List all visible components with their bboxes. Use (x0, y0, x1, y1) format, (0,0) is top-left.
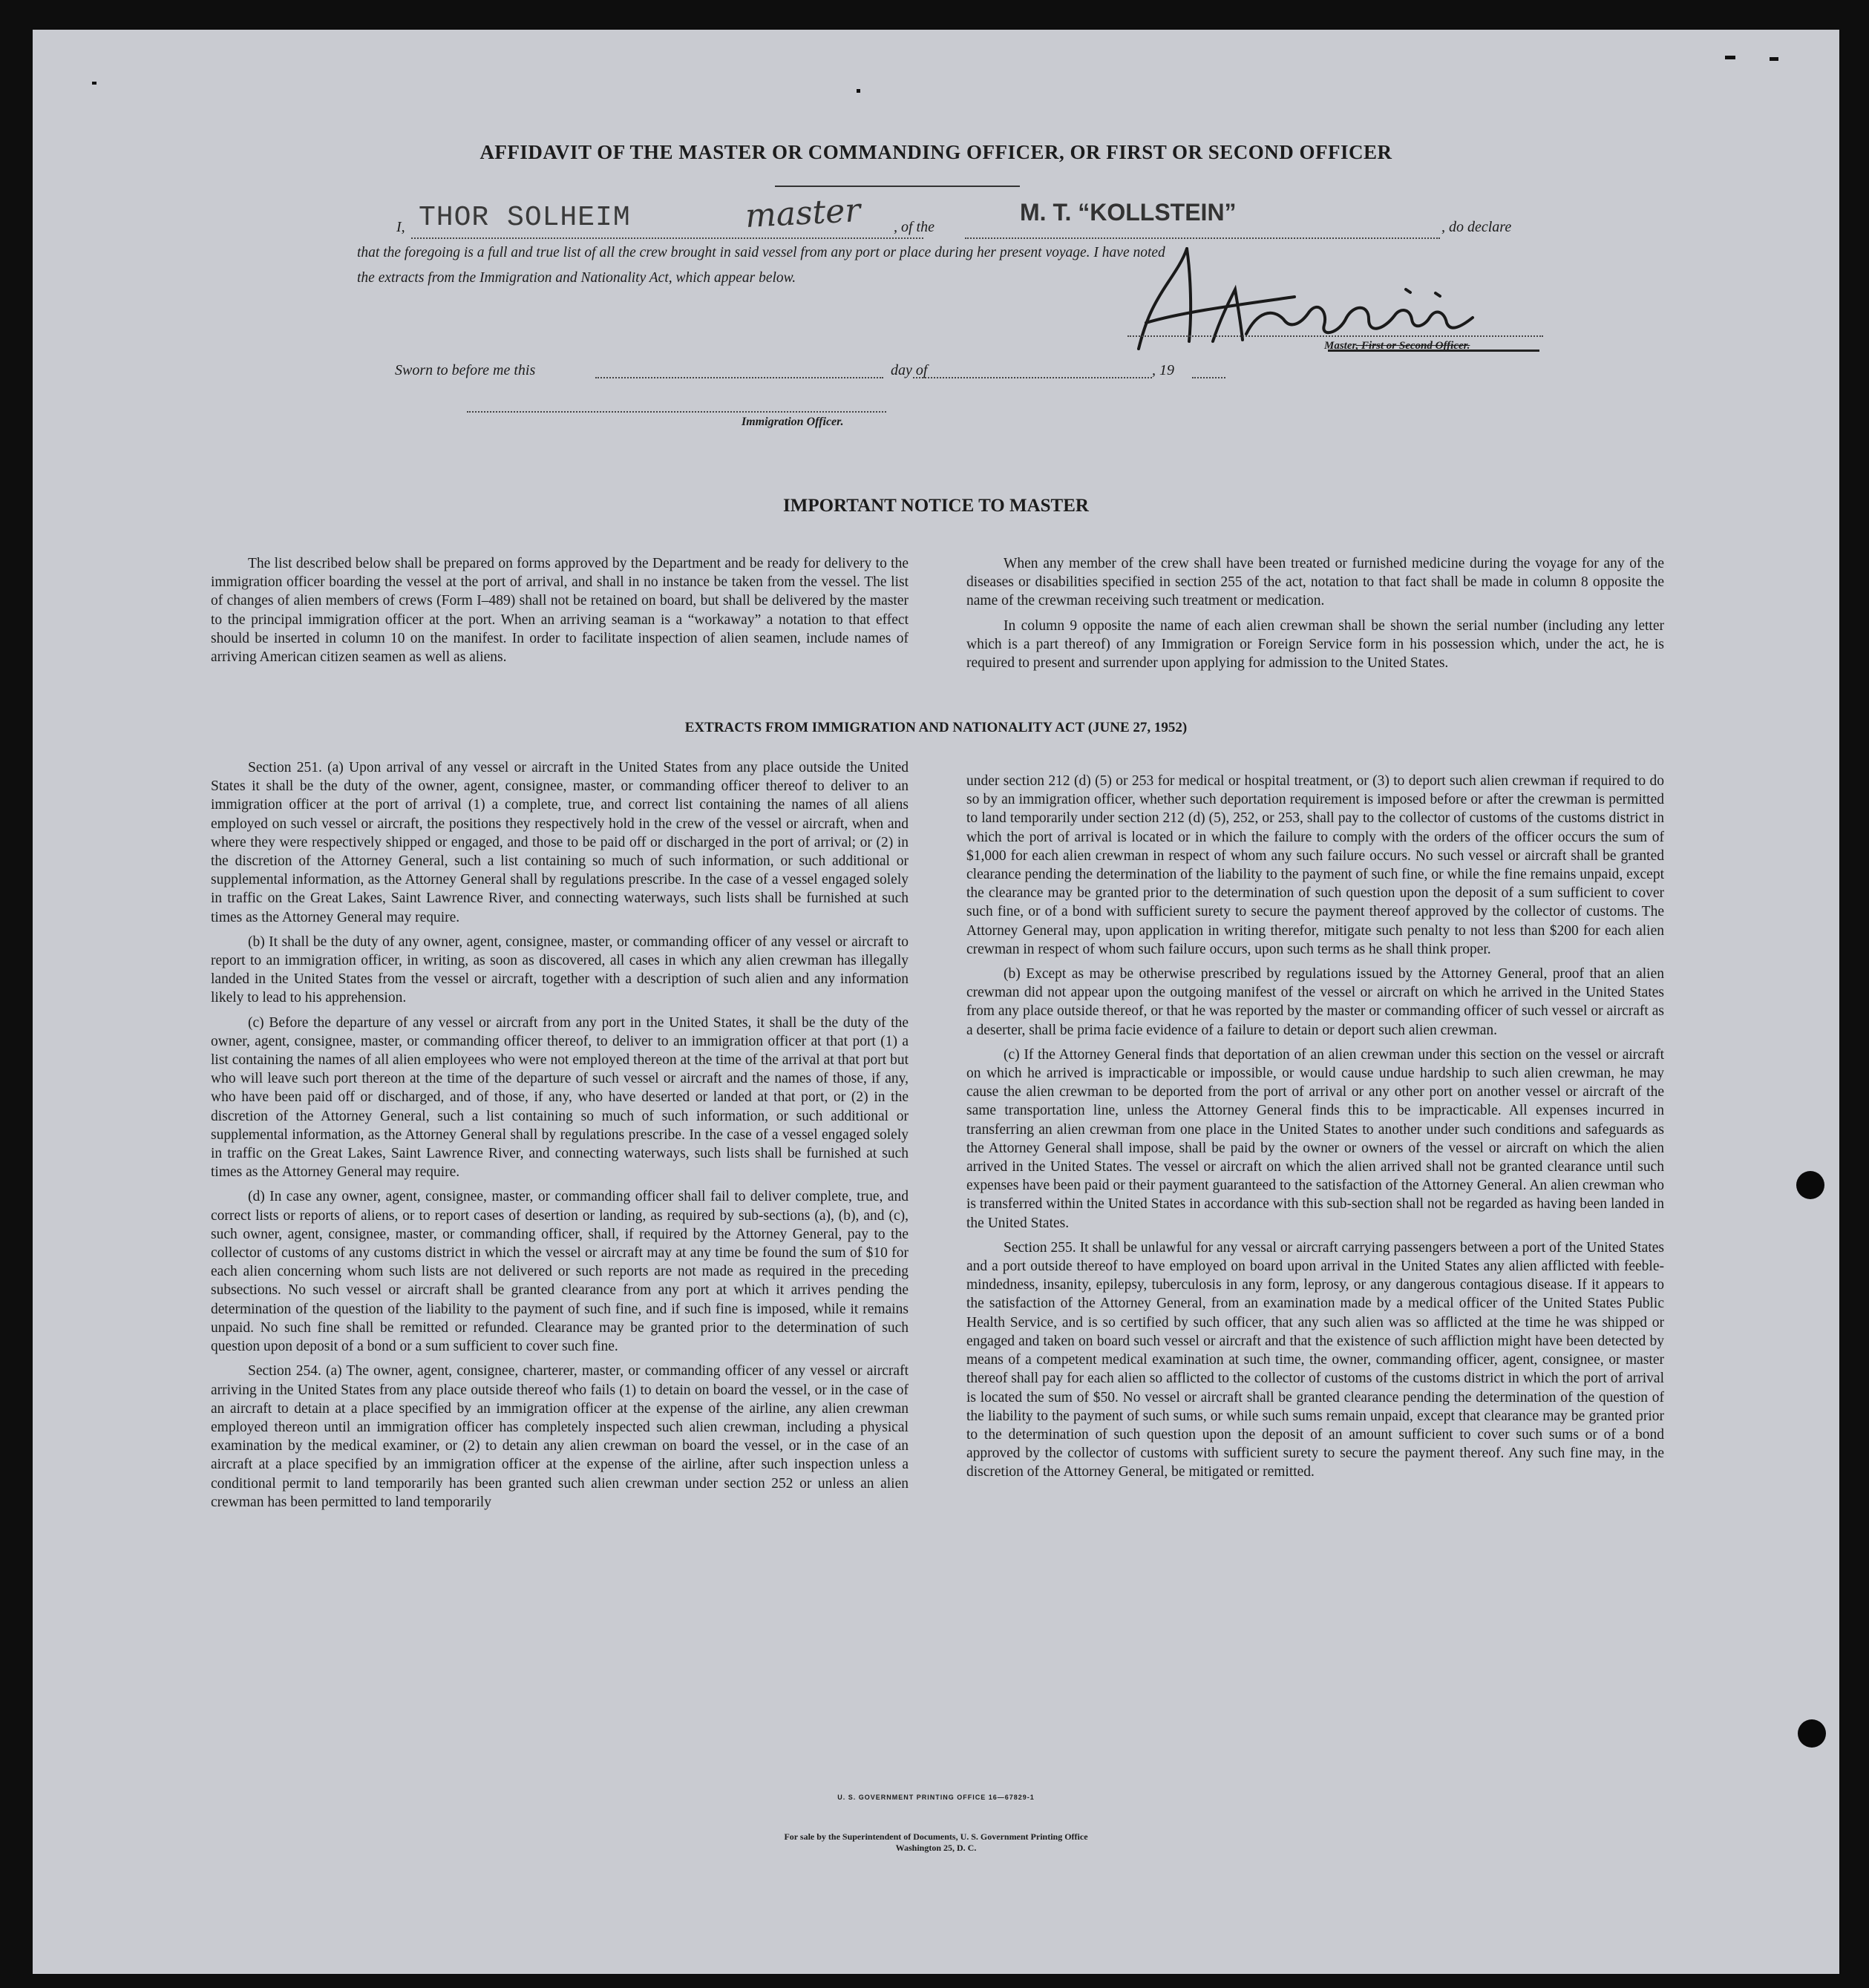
extracts-right-column (966, 772, 1664, 1488)
sale-line-1: For sale by the Superintendent of Documents, U. S. Government Printing Office (784, 1831, 1088, 1842)
day-of-label: day of (891, 362, 928, 378)
notice-right-paragraph-1: When any member of the crew shall have been treated or furnished medicine during the voyage for any of the diseases or disabilities specified in section 255 of the act, notation to that fact shall be made in column 8 opposite the name of the crewman receiving such treatment or medication. (966, 556, 1664, 609)
document-page (33, 30, 1839, 1974)
month-line (913, 373, 1152, 378)
vessel-name: M. T. “KOLLSTEIN” (1020, 199, 1237, 226)
section-251a: Section 251. (a) Upon arrival of any vessel or aircraft in the United States from any place outside the United States it shall be the duty of the owner, agent, consignee, master, or commanding officer thereof to deliver to an immigration officer at the port of arrival (1) a complete, true, and correct list containing the names of all aliens employed on such vessel or aircraft, the positions they respectively hold in the crew of the vessel or aircraft, when and where they were respectively shipped or engaged, and those to be paid off or discharged in the port of arrival; or (2) in the discretion of the Attorney General, such a list containing so much of such information, or such additional or supplemental information, as the Attorney General shall by regulations prescribe. In the case of a vessel engaged solely in traffic on the Great Lakes, Saint Lawrence River, and connecting waterways, such lists shall be furnished at such times as the Attorney General may require. (211, 760, 909, 925)
section-254b: (b) Except as may be otherwise prescribed by regulations issued by the Attorney General, proof that an alien crewman did not appear upon the outgoing manifest of the vessel or aircraft on which he arrived in the United States from any place outside thereof, or that he was reported by the master or commanding officer of such vessel or aircraft as a deserter, shall be prima facie evidence of a failure to detain or deport such alien crewman. (966, 966, 1664, 1038)
punch-hole (1796, 1171, 1824, 1199)
sworn-label: Sworn to before me this (395, 362, 536, 378)
notice-left-paragraph: The list described below shall be prepared on forms approved by the Department and be ready for delivery to the immigration officer boarding the vessel at the port of arrival, and shall in no instance be taken from the vessel. The list of changes of alien members of crews (Form I–489) shall not be retained on board, but shall be delivered by the master to the principal immigration officer at the port. When an arriving seaman is a “workaway” a notation to that effect should be inserted in column 10 on the manifest. In order to facilitate inspection of alien seamen, include names of arriving American citizen seamen as well as aliens. (211, 556, 909, 666)
sale-line-2: Washington 25, D. C. (895, 1843, 977, 1853)
punch-hole (1798, 1719, 1826, 1748)
statement-line-2: the extracts from the Immigration and Nationality Act, which appear below. (357, 270, 796, 286)
notice-right-paragraph-2: In column 9 opposite the name of each alien crewman shall be shown the serial number (including any letter which is a part thereof) of any Immigration or Foreign Service form in his possession which, under the act, he is required to present and surrender upon applying for admission to the United States. (966, 617, 1664, 672)
rule-line (775, 186, 1020, 187)
scan-speck (1725, 56, 1735, 59)
section-254a-continued: under section 212 (d) (5) or 253 for medical or hospital treatment, or (3) to deport such alien crewman if required to do so by an immigration officer, whether such deportation requirement is imposed before or after the crewman is permitted to land temporarily under section 212 (d) (5), 252, or 253, shall pay to the collector of customs of the customs district in which the port of arrival is located or in which the failure to comply with the orders of the officer occurs the sum of $1,000 for each alien crewman in respect of whom any such failure occurs. No such vessel or aircraft shall be granted clearance pending the determination of the liability to the payment of such fine, or while the fine remains unpaid, except the clearance may be granted prior to the determination of such question upon the deposit of a sum sufficient to cover such fine, or of a bond with sufficient surety to secure the payment thereof approved by the collector of customs. The Attorney General may, upon application in writing therefor, mitigate such penalty to not less than $200 for each alien crewman in respect of whom such failure occurs, upon such terms as he shall think proper. (966, 773, 1664, 957)
notice-right-column (966, 554, 1664, 678)
caption-struck: , First or Second Officer. (1355, 340, 1470, 352)
master-name: THOR SOLHEIM (419, 202, 631, 234)
scan-speck (1770, 57, 1778, 61)
extracts-left-column (211, 758, 909, 1518)
officer-signature-line (467, 411, 886, 413)
year-line (1192, 373, 1225, 378)
caption-master: Master (1324, 340, 1356, 352)
year-prefix: , 19 (1152, 362, 1174, 378)
sworn-date-line (595, 373, 883, 378)
extracts-title: EXTRACTS FROM IMMIGRATION AND NATIONALITY ACT (JUNE 27, 1952) (684, 720, 1188, 735)
section-251b: (b) It shall be the duty of any owner, agent, consignee, master, or commanding officer of any vessel or aircraft to report to an immigration officer, in writing, as soon as discovered, all cases in which any alien crewman has illegally landed in the United States from the vessel or aircraft, together with a description of such alien and any information likely to lead to his apprehension. (211, 934, 909, 1006)
statement-line-1: that the foregoing is a full and true list of all the crew brought in said vessel from any port or place during her present voyage. I have noted (357, 245, 1165, 260)
officer-caption: Immigration Officer. (742, 416, 844, 428)
handwritten-rank: master (744, 191, 862, 236)
signature-line (1127, 335, 1543, 337)
affidavit-title: AFFIDAVIT OF THE MASTER OR COMMANDING OFFICER, OR FIRST OR SECOND OFFICER (479, 141, 1392, 163)
scan-speck (857, 89, 860, 93)
notice-left-column (211, 554, 909, 672)
i-label: I, (396, 219, 405, 235)
section-251c: (c) Before the departure of any vessel or aircraft from any port in the United States, it shall be the duty of the owner, agent, consignee, master, or commanding officer thereof, to deliver to an immigration officer at that port (1) a list containing the names of all alien employees who were not employed thereon at the time of the arrival at that port but who will leave such port thereon at the time of the departure of such vessel or aircraft and the names of those, if any, who have been paid off or discharged, and of those, if any, who have deserted or landed at that port, or (2) in the discretion of the Attorney General, such a list containing so much of such information, or such additional or supplemental information, as the Attorney General shall by regulations prescribe. In the case of a vessel engaged solely in traffic on the Great Lakes, Saint Lawrence River, and connecting waterways, such lists shall be furnished at such times as the Attorney General may require. (211, 1014, 909, 1181)
sale-imprint (33, 1831, 1839, 1854)
of-the-label: , of the (894, 219, 934, 235)
section-254c: (c) If the Attorney General finds that deportation of an alien crewman under this section on the vessel or aircraft on which he arrived is impracticable or impossible, or would cause undue hardship to such alien crewman, he may cause the alien crewman to be deported from the port of arrival or any other port on another vessel or aircraft of the same transportation line, unless the Attorney General finds this to be impracticable. All expenses incurred in transferring an alien crewman from one place in the United States to another under such conditions and safeguards as the Attorney General shall impose, shall be paid by the owner or owners of the vessel or aircraft on which the alien arrived in the United States. The vessel or aircraft on which the alien arrived shall not be granted clearance until such expenses have been paid or their payment guaranteed to the satisfaction of the Attorney General. An alien crewman who is transferred within the United States in accordance with this sub-section shall not be regarded as having been landed in the United States. (966, 1046, 1664, 1231)
do-declare-label: , do declare (1441, 219, 1512, 235)
strike-line (1328, 350, 1539, 352)
section-255: Section 255. It shall be unlawful for any vessal or aircraft carrying passengers between a port of the United States and a port outside thereof to have employed on board upon arrival in the United States any alien afflicted with feeble-mindedness, insanity, epilepsy, tuberculosis in any form, leprosy, or any dangerous contagious disease. If it appears to the satisfaction of the Attorney General, from an examination made by a medical officer of the United States Public Health Service, and is so certified by such officer, that any such alien was so afflicted at the time he was shipped or engaged and taken on board such vessel or aircraft and that the existence of such affliction might have been detected by means of a competent medical examination at such time, the owner, commanding officer, agent, consignee, or master thereof shall pay for each alien so afflicted to the collector of customs of the customs district in which the port of arrival is located the sum of $50. No vessel or aircraft shall be granted clearance pending the determination of the question of the liability to the payment of such sums, or while such sums remain unpaid, except that clearance may be granted prior to the determination of such question upon the deposit of an amount sufficient to cover such sums or of a bond approved by the collector of customs with sufficient surety to secure the payment thereof. Any such fine may, in the discretion of the Attorney General, be mitigated or remitted. (966, 1239, 1664, 1480)
scan-speck (92, 82, 96, 85)
notice-title: IMPORTANT NOTICE TO MASTER (783, 496, 1089, 516)
section-254a: Section 254. (a) The owner, agent, consignee, charterer, master, or commanding officer of any vessel or aircraft arriving in the United States from any place outside thereof who fails (1) to detain on board the vessel, or in the case of an aircraft to detain at a place specified by an immigration officer at the expense of the airline, any alien crewman employed thereon until an immigration officer has completely inspected such alien crewman, including a physical examination by the medical examiner, or (2) to detain any alien crewman on board the vessel, or in the case of an aircraft at a place specified by an immigration officer at the expense of the airline, after such inspection unless a conditional permit to land temporarily has been granted such alien crewman under section 252 or unless an alien crewman has been permitted to land temporarily (211, 1363, 909, 1510)
section-251d: (d) In case any owner, agent, consignee, master, or commanding officer shall fail to deliver complete, true, and correct lists or reports of aliens, or to report cases of desertion or landing, as required by sub-sections (a), (b), and (c), such owner, agent, consignee, master, or commanding officer, shall, if required by the Attorney General, pay to the collector of customs of any customs district in which the vessel or aircraft may at any time be found the sum of $10 for each alien concerning whom such lists are not delivered or such reports are not made as required in the preceding subsections. No such vessel or aircraft shall be granted clearance from any port at which it arrives pending the determination of the question of the liability to the payment of such fine, and if such fine is imposed, while it remains unpaid. No such fine shall be remitted or refunded. Clearance may be granted prior to the determination of such question upon deposit of a bond or a sum sufficient to cover such fine. (211, 1189, 909, 1355)
gpo-imprint: U. S. GOVERNMENT PRINTING OFFICE 16—67829-1 (837, 1794, 1035, 1801)
